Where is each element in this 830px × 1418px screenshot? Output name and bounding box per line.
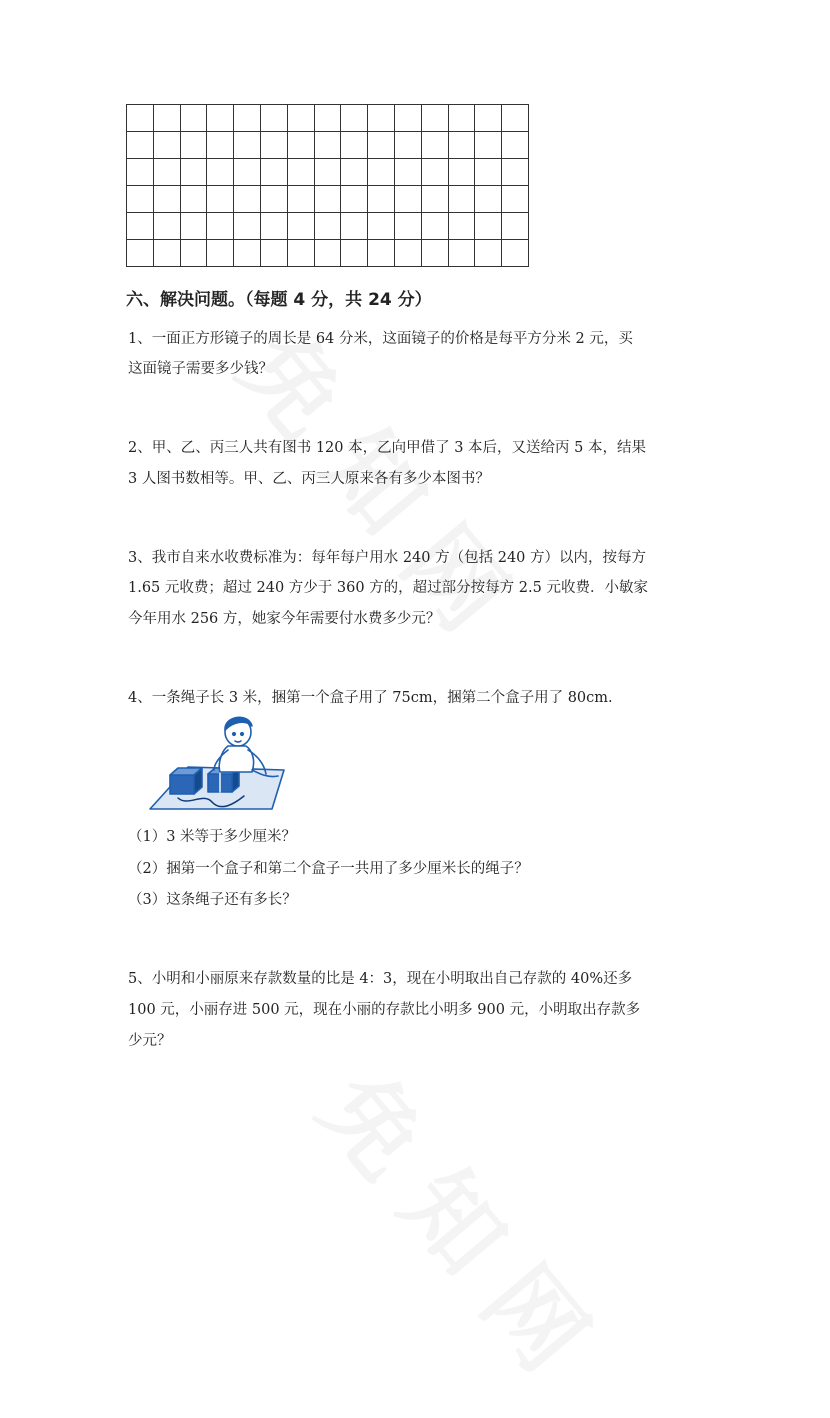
grid-cell	[154, 213, 181, 240]
problem-4-sub-question-2: （2）捆第一个盒子和第二个盒子一共用了多少厘米长的绳子？	[128, 861, 529, 877]
grid-cell	[341, 186, 368, 213]
grid-cell	[234, 240, 261, 267]
grid-cell	[395, 105, 422, 132]
problem-1-line-1: 1、一面正方形镜子的周长是 64 分米，这面镜子的价格是每平方分米 2 元，买	[128, 331, 633, 347]
problem-2-line-1: 2、甲、乙、丙三人共有图书 120 本，乙向甲借了 3 本后，又送给丙 5 本，结果	[128, 440, 647, 456]
grid-cell	[422, 213, 449, 240]
grid-cell	[207, 186, 234, 213]
grid-cell	[475, 186, 502, 213]
grid-cell	[449, 240, 476, 267]
grid-cell	[207, 240, 234, 267]
grid-cell	[127, 105, 154, 132]
grid-cell	[127, 213, 154, 240]
grid-cell	[502, 105, 529, 132]
grid-cell	[207, 132, 234, 159]
grid-cell	[475, 105, 502, 132]
grid-cell	[127, 159, 154, 186]
grid-cell	[181, 213, 208, 240]
grid-cell	[288, 186, 315, 213]
grid-cell	[315, 186, 342, 213]
grid-cell	[422, 159, 449, 186]
grid-cell	[154, 186, 181, 213]
grid-cell	[288, 132, 315, 159]
grid-cell	[181, 240, 208, 267]
grid-cell	[368, 240, 395, 267]
grid-cell	[154, 132, 181, 159]
grid-cell	[207, 159, 234, 186]
grid-cell	[315, 159, 342, 186]
grid-cell	[181, 186, 208, 213]
grid-cell	[368, 213, 395, 240]
problem-4-line-1: 4、一条绳子长 3 米，捆第一个盒子用了 75cm，捆第二个盒子用了 80cm.	[128, 690, 613, 706]
grid-cell	[154, 159, 181, 186]
grid-cell	[127, 186, 154, 213]
grid-cell	[368, 159, 395, 186]
grid-cell	[395, 159, 422, 186]
grid-cell	[422, 186, 449, 213]
grid-cell	[288, 240, 315, 267]
grid-cell	[449, 186, 476, 213]
grid-cell	[368, 132, 395, 159]
problem-4-sub-question-1: （1）3 米等于多少厘米？	[128, 829, 297, 845]
grid-cell	[422, 240, 449, 267]
grid-cell	[315, 213, 342, 240]
grid-cell	[261, 159, 288, 186]
problem-4-sub-question-3: （3）这条绳子还有多长？	[128, 892, 297, 908]
grid-cell	[449, 159, 476, 186]
grid-cell	[341, 213, 368, 240]
grid-cell	[127, 240, 154, 267]
grid-cell	[368, 186, 395, 213]
grid-cell	[234, 186, 261, 213]
grid-cell	[234, 213, 261, 240]
grid-cell	[261, 213, 288, 240]
grid-cell	[502, 213, 529, 240]
grid-cell	[154, 105, 181, 132]
grid-cell	[395, 240, 422, 267]
grid-cell	[449, 105, 476, 132]
grid-cell	[502, 132, 529, 159]
problem-1-line-2: 这面镜子需要多少钱？	[128, 361, 273, 377]
answer-grid	[126, 104, 529, 267]
grid-cell	[154, 240, 181, 267]
problem-5-line-2: 100 元，小丽存进 500 元，现在小丽的存款比小明多 900 元，小明取出存款多	[128, 1002, 641, 1018]
grid-cell	[127, 132, 154, 159]
problem-3-line-2: 1.65 元收费；超过 240 方少于 360 方的，超过部分按每方 2.5 元收费．小敏家	[128, 580, 648, 596]
problem-5-line-3: 少元？	[128, 1033, 172, 1049]
grid-cell	[341, 159, 368, 186]
grid-cell	[181, 105, 208, 132]
grid-cell	[422, 132, 449, 159]
grid-cell	[261, 186, 288, 213]
grid-cell	[234, 132, 261, 159]
grid-cell	[395, 132, 422, 159]
boy-tying-boxes-illustration	[148, 712, 286, 812]
grid-cell	[341, 105, 368, 132]
grid-cell	[395, 213, 422, 240]
grid-cell	[502, 240, 529, 267]
grid-cell	[288, 159, 315, 186]
grid-cell	[261, 132, 288, 159]
grid-cell	[234, 105, 261, 132]
grid-cell	[368, 105, 395, 132]
grid-cell	[288, 213, 315, 240]
grid-cell	[475, 240, 502, 267]
grid-cell	[207, 105, 234, 132]
watermark	[295, 1040, 643, 1418]
grid-cell	[475, 159, 502, 186]
grid-cell	[475, 132, 502, 159]
grid-cell	[422, 105, 449, 132]
grid-cell	[315, 240, 342, 267]
grid-cell	[288, 105, 315, 132]
grid-cell	[261, 240, 288, 267]
grid-cell	[181, 159, 208, 186]
grid-cell	[234, 159, 261, 186]
grid-cell	[315, 105, 342, 132]
grid-cell	[315, 132, 342, 159]
problem-3-line-3: 今年用水 256 方，她家今年需要付水费多少元？	[128, 611, 441, 627]
problem-3-line-1: 3、我市自来水收费标准为：每年每户用水 240 方（包括 240 方）以内，按每方	[128, 550, 647, 566]
problem-2-line-2: 3 人图书数相等。甲、乙、丙三人原来各有多少本图书？	[128, 471, 490, 487]
problem-5-line-1: 5、小明和小丽原来存款数量的比是 4：3，现在小明取出自己存款的 40%还多	[128, 971, 633, 987]
grid-cell	[395, 186, 422, 213]
grid-cell	[449, 213, 476, 240]
grid-cell	[475, 213, 502, 240]
grid-cell	[341, 132, 368, 159]
grid-cell	[502, 159, 529, 186]
grid-cell	[207, 213, 234, 240]
section-title: 六、解决问题。（每题 4 分，共 24 分）	[126, 290, 432, 310]
grid-cell	[261, 105, 288, 132]
grid-cell	[181, 132, 208, 159]
grid-cell	[341, 240, 368, 267]
grid-cell	[502, 186, 529, 213]
grid-cell	[449, 132, 476, 159]
